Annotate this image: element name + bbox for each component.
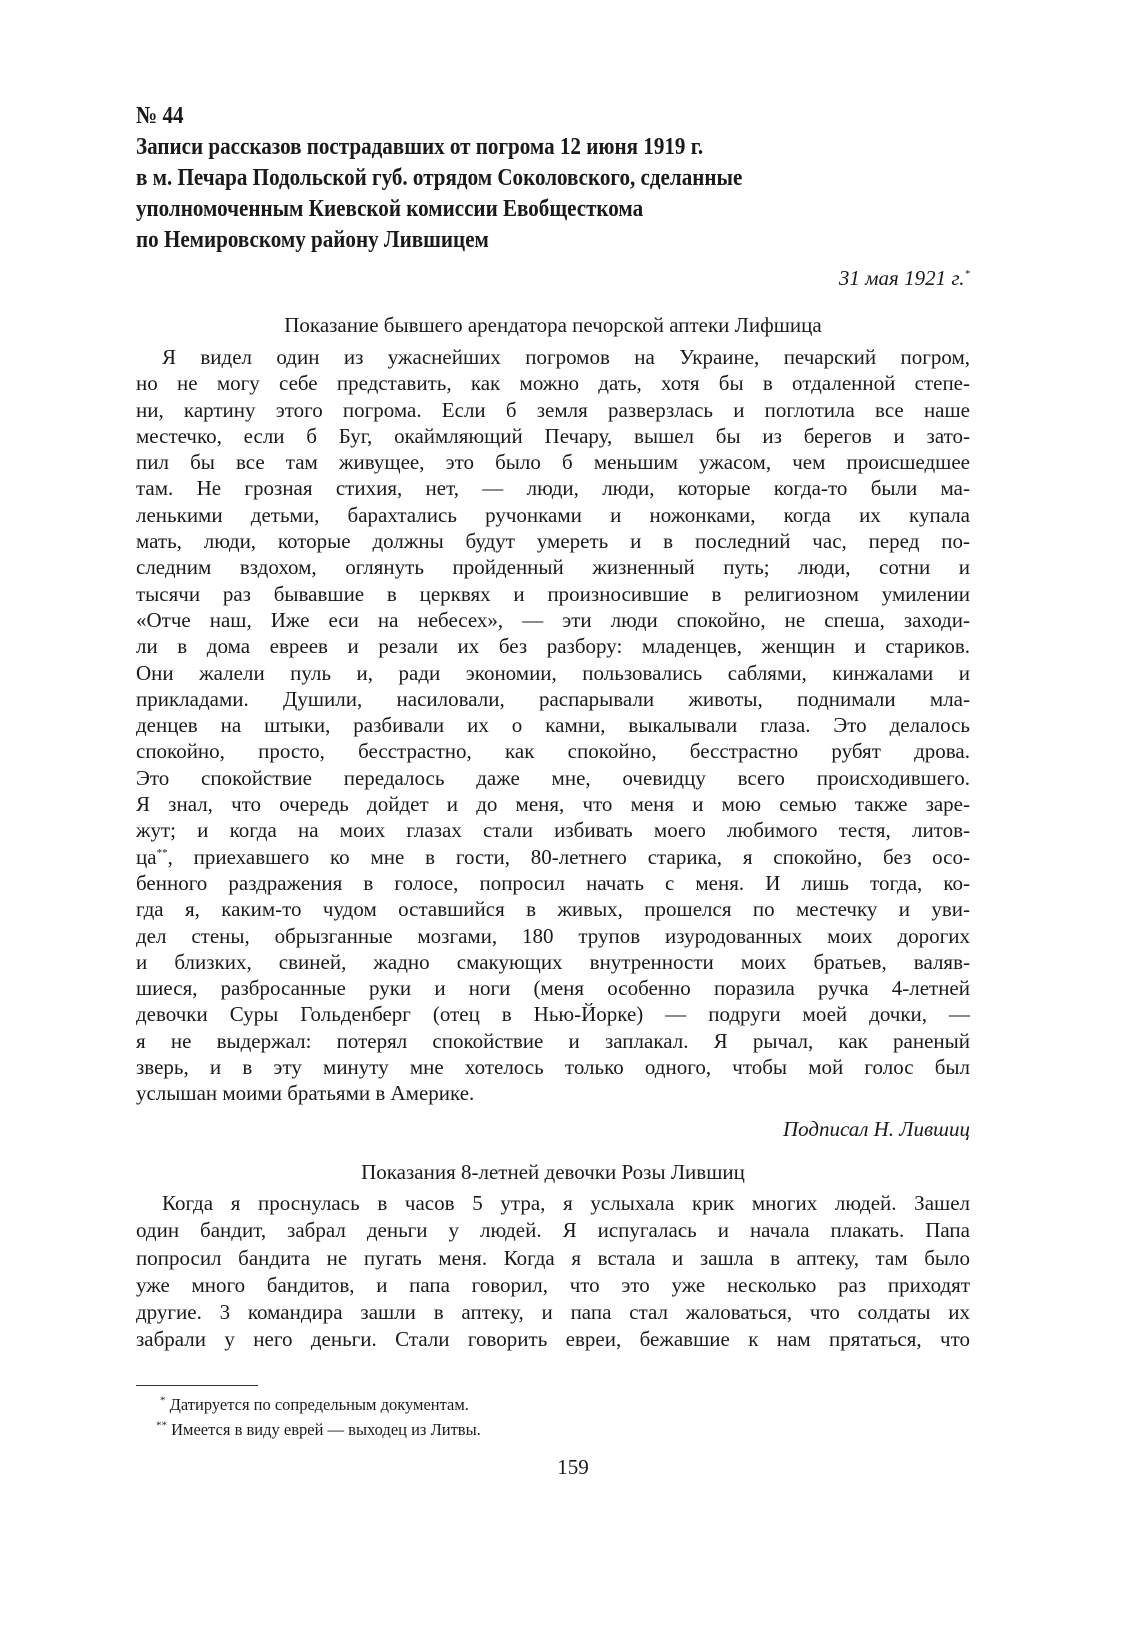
text-line: Это спокойствие передалось даже мне, очевидцу всего происходившего. bbox=[136, 765, 970, 790]
text-line: девочки Суры Гольденберг (отец в Нью-Йорке) — подруги моей дочки, — bbox=[136, 1002, 970, 1027]
text-line: уже много бандитов, и папа говорил, что это уже несколько раз приходят bbox=[136, 1272, 970, 1297]
page-number: 159 bbox=[557, 1455, 589, 1479]
text-line: попросил бандита не пугать меня. Когда я встала и зашла в аптеку, там было bbox=[136, 1245, 970, 1270]
title-line: уполномоченным Киевской комиссии Евобщесткома bbox=[136, 195, 644, 222]
text-line: мать, люди, которые должны будут умереть и в последний час, перед по- bbox=[136, 529, 970, 554]
text-line bbox=[136, 844, 970, 870]
text-line: бенного раздражения в голосе, попросил начать с меня. И лишь тогда, ко- bbox=[136, 870, 970, 895]
text-line: и близких, свиней, жадно смакующих внутренности моих братьев, валяв- bbox=[136, 949, 970, 974]
footnote bbox=[160, 1395, 469, 1415]
text-line: услышан моими братьями в Америке. bbox=[136, 1081, 475, 1106]
text-line: Они жалели пуль и, ради экономии, пользовались саблями, кинжалами и bbox=[136, 660, 970, 685]
text-line: следним вздохом, оглянуть пройденный жизненный путь; люди, сотни и bbox=[136, 555, 970, 580]
footnote-marker: * bbox=[160, 1394, 166, 1407]
text-line: спокойно, просто, бесстрастно, как спокойно, бесстрастно рубят дрова. bbox=[136, 739, 970, 764]
text-line: дел стены, обрызганные мозгами, 180 трупов изуродованных моих дорогих bbox=[136, 923, 970, 948]
section2-heading: Показания 8-летней девочки Розы Лившиц bbox=[361, 1160, 745, 1184]
footnote-marker: * bbox=[964, 268, 970, 280]
section2-body bbox=[136, 1190, 970, 1354]
document-title bbox=[136, 100, 876, 255]
text-segment: , приехавшего ко мне в гости, 80-летнего старика, я спокойно, без осо- bbox=[167, 844, 970, 869]
text-line: прикладами. Душили, насиловали, распарывали животы, поднимали мла- bbox=[136, 686, 970, 711]
text-line: Я видел один из ужаснейших погромов на Украине, печарский погром, bbox=[162, 345, 970, 369]
title-line: в м. Печара Подольской губ. отрядом Соколовского, сделанные bbox=[136, 164, 743, 191]
text-segment: ца bbox=[136, 844, 157, 869]
footnote-text: Датируется по сопредельным документам. bbox=[169, 1395, 469, 1414]
title-line: Записи рассказов пострадавших от погрома 12 июня 1919 г. bbox=[136, 133, 704, 160]
document-number: № 44 bbox=[136, 102, 184, 129]
text-line: забрали у него деньги. Стали говорить евреи, бежавшие к нам прятаться, что bbox=[136, 1327, 970, 1352]
text-line: ни, картину этого погрома. Если б земля разверзлась и поглотила все наше bbox=[136, 397, 970, 422]
text-line: там. Не грозная стихия, нет, — люди, люди, которые когда-то были ма- bbox=[136, 476, 970, 501]
text-line: один бандит, забрал деньги у людей. Я испугалась и начала плакать. Папа bbox=[136, 1218, 970, 1243]
text-line: зверь, и в эту минуту мне хотелось только одного, чтобы мой голос был bbox=[136, 1055, 970, 1080]
text-line: но не могу себе представить, как можно дать, хотя бы в отдаленной степе- bbox=[136, 371, 970, 396]
section1-heading: Показание бывшего арендатора печорской аптеки Лифшица bbox=[284, 313, 822, 337]
footnote bbox=[156, 1420, 481, 1440]
text-line: «Отче наш, Иже еси на небесех», — эти люди спокойно, не спеша, заходи- bbox=[136, 607, 970, 632]
text-line: Когда я проснулась в часов 5 утра, я услыхала крик многих людей. Зашел bbox=[162, 1191, 970, 1215]
title-line: по Немировскому району Лившицем bbox=[136, 226, 489, 253]
text-line: шиеся, разбросанные руки и ноги (меня особенно поразила ручка 4-летней bbox=[136, 976, 970, 1001]
text-line: другие. 3 командира зашли в аптеку, и папа стал жаловаться, что солдаты их bbox=[136, 1300, 970, 1325]
text-line: денцев на штыки, разбивали их о камни, выкалывали глаза. Это делалось bbox=[136, 713, 970, 738]
signature: Подписал Н. Лившиц bbox=[782, 1117, 970, 1141]
date-text: 31 мая 1921 г. bbox=[838, 266, 965, 290]
text-line: Я знал, что очередь дойдет и до меня, что меня и мою семью также заре- bbox=[136, 792, 970, 817]
text-line: гда я, каким-то чудом оставшийся в живых, прошелся по местечку и уви- bbox=[136, 897, 970, 922]
footnote-divider bbox=[136, 1385, 258, 1386]
text-line: тысячи раз бывавшие в церквях и произносившие в религиозном умилении bbox=[136, 581, 970, 606]
text-line: ли в дома евреев и резали их без разбору: младенцев, женщин и стариков. bbox=[136, 634, 970, 659]
text-line: пил бы все там живущее, это было б меньшим ужасом, чем происшедшее bbox=[136, 450, 970, 475]
document-date bbox=[839, 266, 970, 291]
text-line: местечко, если б Буг, окаймляющий Печару, вышел бы из берегов и зато- bbox=[136, 423, 970, 448]
text-line: я не выдержал: потерял спокойствие и заплакал. Я рычал, как раненый bbox=[136, 1028, 970, 1053]
text-line: ленькими детьми, барахтались ручонками и ножонками, когда их купала bbox=[136, 502, 970, 527]
section1-body bbox=[136, 344, 970, 1107]
footnote-text: Имеется в виду еврей — выходец из Литвы. bbox=[171, 1420, 481, 1439]
footnote-marker: ** bbox=[156, 1419, 167, 1432]
footnote-marker: ** bbox=[156, 846, 168, 859]
text-line: жут; и когда на моих глазах стали избивать моего любимого тестя, литов- bbox=[136, 818, 970, 843]
